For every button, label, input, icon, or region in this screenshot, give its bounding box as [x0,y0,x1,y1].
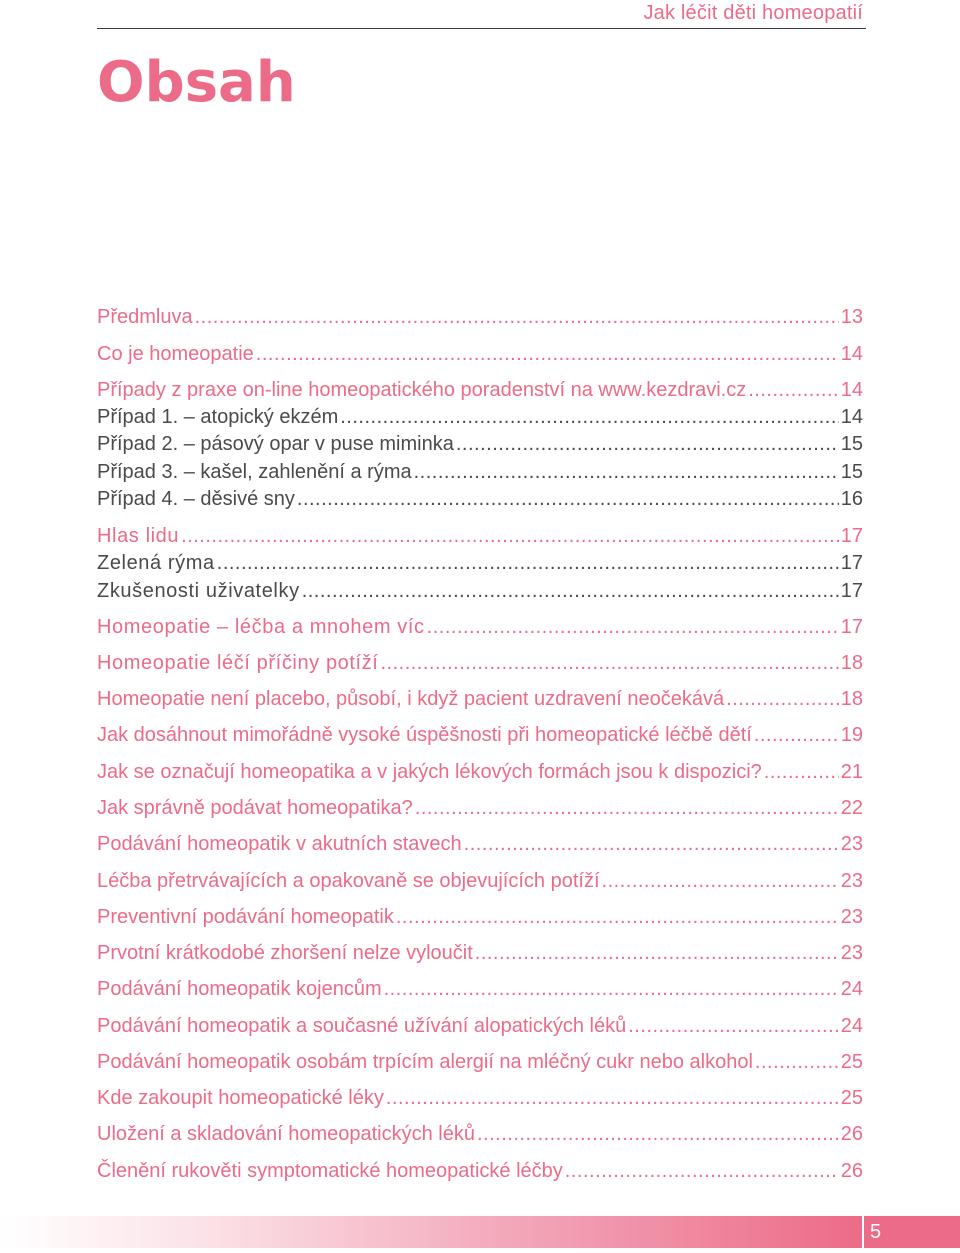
toc-entry [97,1121,863,1147]
toc-dot-leader [427,614,839,640]
toc-entry-title: Zelená rýma [97,552,215,574]
toc-entry [97,976,863,1002]
toc-entry [97,1158,863,1184]
toc-entry [97,486,863,512]
toc-entry [97,523,863,549]
page-title: Obsah [97,50,296,115]
toc-entry-title: Jak se označují homeopatika a v jakých lékových formách jsou k dispozici? [97,761,762,783]
toc-entry-page-number: 14 [840,379,863,401]
toc-entry-page-number: 23 [840,942,863,964]
toc-entry [97,831,863,857]
toc-entry-page-number: 13 [840,306,863,328]
toc-entry [97,304,863,330]
toc-entry [97,940,863,966]
toc-entry-title: Případy z praxe on-line homeopatického poradenství na www.kezdravi.cz [97,379,747,401]
header-divider [97,28,866,29]
toc-entry [97,431,863,457]
toc-entry [97,650,863,676]
toc-entry-title: Kde zakoupit homeopatické léky [97,1087,384,1109]
toc-dot-leader [456,431,839,457]
toc-dot-leader [380,650,838,676]
toc-entry-title: Podávání homeopatik a současné užívání alopatických léků [97,1015,627,1037]
footer-gradient-band [0,1216,862,1248]
toc-entry-title: Případ 3. – kašel, zahlenění a rýma [97,461,412,483]
toc-entry-page-number: 18 [840,688,863,710]
toc-dot-leader [755,1049,839,1075]
toc-entry [97,759,863,785]
toc-dot-leader [396,904,839,930]
toc-entry [97,904,863,930]
toc-dot-leader [475,940,839,966]
running-header: Jak léčit děti homeopatií [643,2,863,24]
toc-dot-leader [384,976,839,1002]
toc-entry-title: Podávání homeopatik v akutních stavech [97,833,462,855]
toc-entry [97,341,863,367]
toc-dot-leader [181,523,839,549]
toc-entry-title: Preventivní podávání homeopatik [97,906,394,928]
toc-entry-title: Homeopatie – léčba a mnohem víc [97,616,425,638]
toc-entry [97,868,863,894]
toc-entry-page-number: 21 [840,761,863,783]
toc-entry-page-number: 23 [840,870,863,892]
toc-entry [97,459,863,485]
toc-entry-page-number: 14 [840,406,863,428]
toc-entry-page-number: 14 [840,343,863,365]
toc-dot-leader [415,795,839,821]
toc-dot-leader [195,304,839,330]
toc-dot-leader [302,578,839,604]
toc-entry [97,578,863,604]
toc-entry-page-number: 15 [840,433,863,455]
toc-entry-title: Co je homeopatie [97,343,254,365]
toc-dot-leader [477,1121,839,1147]
toc-entry-title: Jak správně podávat homeopatika? [97,797,413,819]
toc-dot-leader [748,377,839,403]
toc-entry-page-number: 17 [840,525,863,547]
toc-entry-title: Jak dosáhnout mimořádně vysoké úspěšnosti při homeopatické léčbě dětí [97,724,752,746]
toc-entry-title: Léčba přetrvávajících a opakovaně se objevujících potíží [97,870,600,892]
toc-dot-leader [754,722,839,748]
toc-entry-title: Podávání homeopatik kojencům [97,978,382,1000]
toc-entry-title: Homeopatie léčí příčiny potíží [97,652,379,674]
toc-entry-page-number: 16 [840,488,863,510]
toc-entry-page-number: 25 [840,1087,863,1109]
toc-entry-title: Případ 4. – děsivé sny [97,488,295,510]
toc-entry-title: Homeopatie není placebo, působí, i když pacient uzdravení neočekává [97,688,725,710]
toc-entry-page-number: 24 [840,1015,863,1037]
toc-entry-page-number: 15 [840,461,863,483]
toc-entry-title: Zkušenosti uživatelky [97,580,300,602]
toc-entry [97,722,863,748]
toc-entry-page-number: 19 [840,724,863,746]
toc-entry-page-number: 17 [840,580,863,602]
toc-entry-page-number: 24 [840,978,863,1000]
toc-entry-page-number: 17 [840,552,863,574]
toc-dot-leader [602,868,839,894]
toc-entry-title: Členění rukověti symptomatické homeopatické léčby [97,1160,563,1182]
toc-dot-leader [297,486,839,512]
toc-entry-title: Případ 1. – atopický ekzém [97,406,339,428]
toc-dot-leader [414,459,839,485]
toc-entry-title: Předmluva [97,306,193,328]
toc-entry [97,1049,863,1075]
toc-dot-leader [764,759,839,785]
toc-entry [97,1013,863,1039]
toc-entry-title: Hlas lidu [97,525,180,547]
toc-dot-leader [726,686,839,712]
toc-entry-page-number: 17 [840,616,863,638]
toc-dot-leader [256,341,839,367]
toc-entry-page-number: 18 [840,652,863,674]
toc-dot-leader [340,404,839,430]
toc-dot-leader [217,550,839,576]
toc-entry-title: Případ 2. – pásový opar v puse miminka [97,433,454,455]
toc-entry [97,686,863,712]
toc-entry [97,377,863,403]
toc-entry-title: Podávání homeopatik osobám trpícím alergií na mléčný cukr nebo alkohol [97,1051,753,1073]
toc-entry [97,1085,863,1111]
toc-entry-page-number: 26 [840,1160,863,1182]
toc-entry-page-number: 23 [840,833,863,855]
toc-entry [97,614,863,640]
toc-entry-title: Uložení a skladování homeopatických léků [97,1123,475,1145]
toc-entry-page-number: 23 [840,906,863,928]
page-number: 5 [864,1216,960,1248]
toc-dot-leader [628,1013,839,1039]
toc-dot-leader [386,1085,839,1111]
toc-entry [97,550,863,576]
toc-entry-title: Prvotní krátkodobé zhoršení nelze vyloučit [97,942,473,964]
toc-dot-leader [565,1158,839,1184]
toc-entry [97,404,863,430]
toc-entry-page-number: 22 [840,797,863,819]
toc-entry-page-number: 25 [840,1051,863,1073]
toc-dot-leader [464,831,839,857]
toc-entry [97,795,863,821]
toc-entry-page-number: 26 [840,1123,863,1145]
